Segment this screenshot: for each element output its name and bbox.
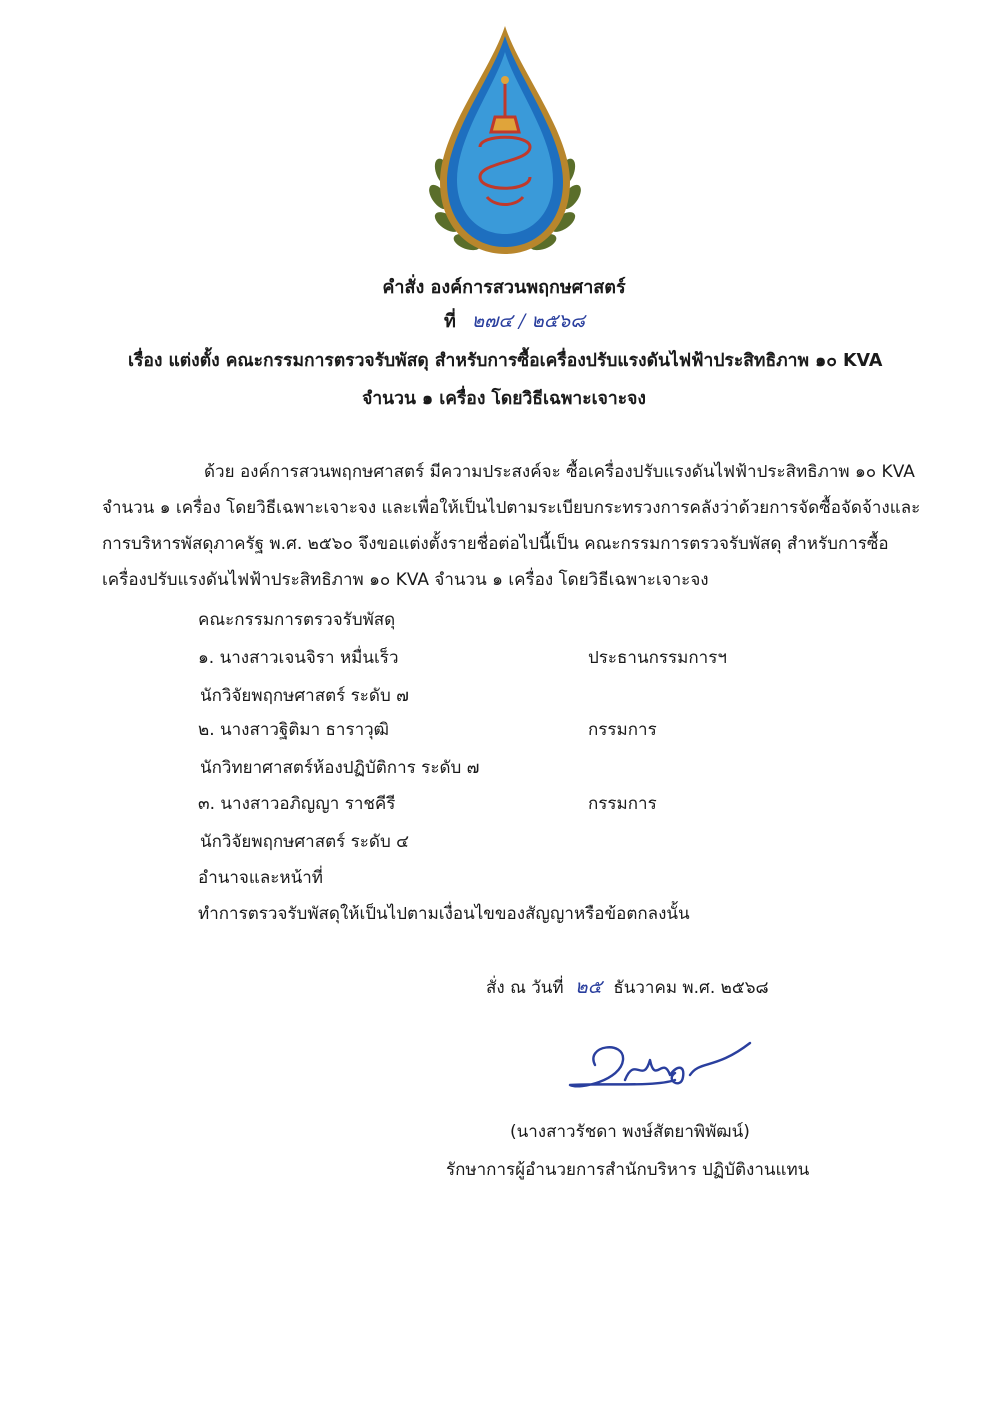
signer-title: รักษาการผู้อำนวยการสำนักบริหาร ปฏิบัติงานแทน bbox=[446, 1160, 810, 1180]
order-date-day-handwritten: ๒๕ bbox=[575, 976, 602, 998]
member-name: ๒. นางสาวฐิติมา ธาราวุฒิ bbox=[198, 720, 390, 740]
duty-text: ทำการตรวจรับพัสดุให้เป็นไปตามเงื่อนไขของสัญญาหรือข้อตกลงนั้น bbox=[198, 904, 690, 924]
committee-heading: คณะกรรมการตรวจรับพัสดุ bbox=[198, 610, 396, 630]
duty-heading: อำนาจและหน้าที่ bbox=[198, 868, 323, 888]
order-title: คำสั่ง องค์การสวนพฤกษศาสตร์ bbox=[382, 277, 626, 298]
order-number-handwritten: ๒๗๔ / ๒๕๖๘ bbox=[471, 310, 585, 332]
body-paragraph-line-3: การบริหารพัสดุภาครัฐ พ.ศ. ๒๕๖๐ จึงขอแต่งตั้งรายชื่อต่อไปนี้เป็น คณะกรรมการตรวจรับพัสดุ สำหรับการซื้อ bbox=[102, 534, 889, 554]
order-date-prefix: สั่ง ณ วันที่ bbox=[486, 978, 564, 998]
body-paragraph-line-4: เครื่องปรับแรงดันไฟฟ้าประสิทธิภาพ ๑๐ KVA จำนวน ๑ เครื่อง โดยวิธีเฉพาะเจาะจง bbox=[102, 570, 709, 590]
order-date-suffix: ธันวาคม พ.ศ. ๒๕๖๘ bbox=[613, 978, 769, 998]
member-role: กรรมการ bbox=[588, 720, 657, 740]
order-date bbox=[486, 972, 769, 1002]
subject-line-1: เรื่อง แต่งตั้ง คณะกรรมการตรวจรับพัสดุ สำหรับการซื้อเครื่องปรับแรงดันไฟฟ้าประสิทธิภาพ ๑๐ KVA bbox=[128, 351, 883, 371]
member-position: นักวิจัยพฤกษศาสตร์ ระดับ ๗ bbox=[200, 686, 409, 706]
signer-name: (นางสาวรัชดา พงษ์สัตยาพิพัฒน์) bbox=[510, 1122, 750, 1142]
member-position: นักวิทยาศาสตร์ห้องปฏิบัติการ ระดับ ๗ bbox=[200, 758, 480, 778]
member-position: นักวิจัยพฤกษศาสตร์ ระดับ ๔ bbox=[200, 832, 410, 852]
subject-line-2: จำนวน ๑ เครื่อง โดยวิธีเฉพาะเจาะจง bbox=[362, 389, 646, 409]
member-role: กรรมการ bbox=[588, 794, 657, 814]
member-name: ๓. นางสาวอภิญญา ราชคีรี bbox=[198, 794, 396, 814]
order-number-row bbox=[444, 306, 585, 336]
body-paragraph-line-1: ด้วย องค์การสวนพฤกษศาสตร์ มีความประสงค์จะ ซื้อเครื่องปรับแรงดันไฟฟ้าประสิทธิภาพ ๑๐ KVA bbox=[204, 462, 915, 482]
handwritten-signature bbox=[565, 1035, 765, 1105]
member-role: ประธานกรรมการฯ bbox=[588, 648, 727, 668]
order-number-label: ที่ bbox=[444, 311, 456, 332]
organization-emblem bbox=[425, 22, 585, 262]
body-paragraph-line-2: จำนวน ๑ เครื่อง โดยวิธีเฉพาะเจาะจง และเพื่อให้เป็นไปตามระเบียบกระทรวงการคลังว่าด้วยการจัดซื้อจัดจ้างและ bbox=[102, 498, 921, 518]
member-name: ๑. นางสาวเจนจิรา หมื่นเร็ว bbox=[198, 648, 399, 668]
